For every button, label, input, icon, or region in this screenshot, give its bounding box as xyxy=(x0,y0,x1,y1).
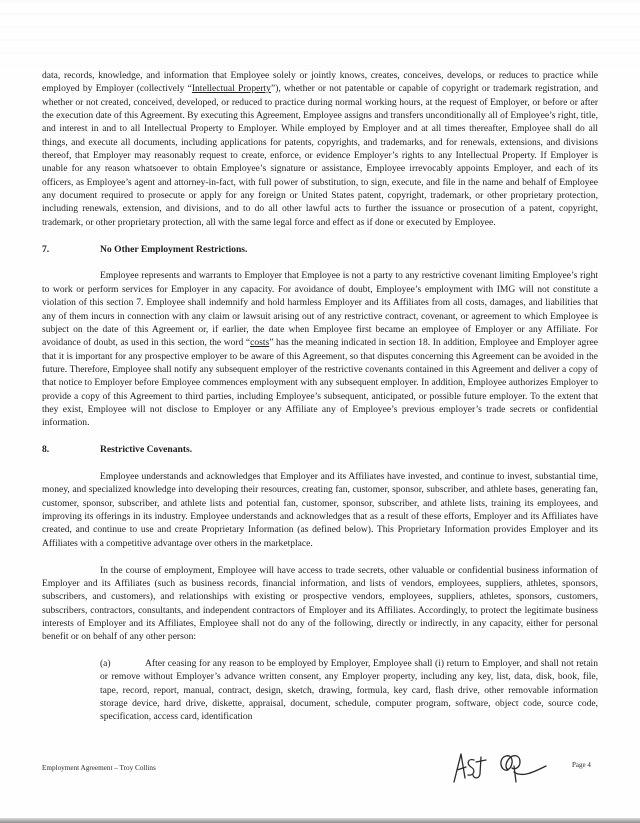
section-7-heading xyxy=(42,243,598,256)
subsection-label: (a) xyxy=(100,658,111,670)
section-7-paragraph: Employee represents and warrants to Employer that Employee is not a party to any restrictive covenant limiting Employee’s right to work or perform services for Employer in any capacity. For avoidance of doubt, Employee’s employment with IMG will not constitute a violation of this section 7. Employee shall indemnify and hold harmless Employer and its Affiliates from all costs, damages, and liabilities that any of them incurs in connection with any claim or lawsuit arising out of any restrictive contract, covenant, or agreement to which Employee is subject on the date of this Agreement or, if earlier, the date when Employee first became an employee of Employer or any Affiliate. For avoidance of doubt, as used in this section, the word “costs” has the meaning indicated in section 18. In addition, Employee and Employer agree that it is important for any prospective employer to be aware of this Agreement, so that disputes concerning this Agreement can be avoided in the future. Therefore, Employee shall notify any subsequent employer of the restrictive covenants contained in this Agreement and deliver a copy of that notice to Employer before Employee commences employment with any subsequent employer. In addition, Employee authorizes Employer to provide a copy of this Agreement to third parties, including Employee’s subsequent, anticipated, or possible future employer. To the extent that they exist, Employee will not disclose to Employer or any Affiliate any of Employee’s previous employer’s trade secrets or confidential information. xyxy=(42,270,598,429)
page-edge xyxy=(0,818,640,823)
subsection-a xyxy=(100,657,598,724)
section-title: No Other Employment Restrictions. xyxy=(100,243,248,255)
section-8-paragraph-1: Employee understands and acknowledges that Employer and its Affiliates have invested, and continue to invest, substantial time, money, and specialized knowledge into developing their resources, creating fan, customer, sponsor, subscriber, and athlete bases, generating fan, customer, sponsor, subscriber, and athlete lists and potential fan, customer, sponsor, subscriber, and athlete lists, training its employees, and improving its offerings in its industry. Employee understands and acknowledges that as a result of these efforts, Employer and its Affiliates have created, and continue to use and create Proprietary Information (as defined below). This Proprietary Information provides Employer and its Affiliates with a competitive advantage over others in the marketplace. xyxy=(42,470,598,549)
document-body xyxy=(42,69,598,724)
section-8-heading xyxy=(42,443,598,456)
section-title: Restrictive Covenants. xyxy=(100,444,193,456)
section-number: 8. xyxy=(42,444,50,456)
subsection-text: After ceasing for any reason to be employed by Employer, Employee shall (i) return to Employer, and shall not retain or remove without Employer’s advance written consent, any Employer property, including any key, list, data, disk, book, file, tape, record, report, manual, contract, design, sketch, drawing, formula, key card, flash drive, other removable information storage device, hard drive, diskette, appraisal, document, schedule, computer program, software, object code, source code, specification, access card, identification xyxy=(100,658,598,723)
section-number: 7. xyxy=(42,243,50,255)
initials-signature-icon xyxy=(450,748,560,786)
section-8-paragraph-2: In the course of employment, Employee will have access to trade secrets, other valuable or confidential business information of Employer and its Affiliates (such as business records, financial information, and lists of vendors, employees, suppliers, athletes, sponsors, subscribers, and customers), and relationships with existing or prospective vendors, employees, suppliers, athletes, sponsors, customers, subscribers, contractors, consultants, and independent contractors of Employer and its Affiliates. Accordingly, to protect the legitimate business interests of Employer and its Affiliates, Employee shall not do any of the following, directly or indirectly, in any capacity, either for personal benefit or on behalf of any other person: xyxy=(42,564,598,643)
footer-document-title: Employment Agreement – Troy Collins xyxy=(42,764,156,772)
continued-paragraph: data, records, knowledge, and information that Employee solely or jointly knows, creates, conceives, develops, or reduces to practice while employed by Employer (collectively “Intellectual Property”), whether or not patentable or capable of copyright or trademark registration, and whether or not created, conceived, developed, or reduced to practice during normal working hours, at the request of Employer, or before or after the execution date of this Agreement. By executing this Agreement, Employee assigns and transfers unconditionally all of Employee’s right, title, and interest in and to all Intellectual Property to Employer. While employed by Employer and at all times thereafter, Employee shall do all things, and execute all documents, including applications for patents, copyrights, and trademarks, and for renewals, extensions, and divisions thereof, that Employer may reasonably request to create, enforce, or evidence Employer’s rights to any Intellectual Property. If Employer is unable for any reason whatsoever to obtain Employee’s signature or assistance, Employee irrevocably appoints Employer, and each of its officers, as Employee’s agent and attorney-in-fact, with full power of substitution, to sign, execute, and file in the name and behalf of Employee any document required to prosecute or apply for any foreign or United States patent, copyright, trademark, or other proprietary protection, including renewals, extension, and divisions, and to do all other lawful acts to further the issuance or prosecution of a patent, copyright, trademark, or other proprietary protection, all with the same legal force and effect as if done or executed by Employee. xyxy=(42,70,599,228)
defined-term-costs: costs xyxy=(250,337,270,349)
defined-term-intellectual-property: Intellectual Property xyxy=(191,83,271,95)
page-number: Page 4 xyxy=(572,761,591,769)
bleed-through-text xyxy=(0,0,640,66)
